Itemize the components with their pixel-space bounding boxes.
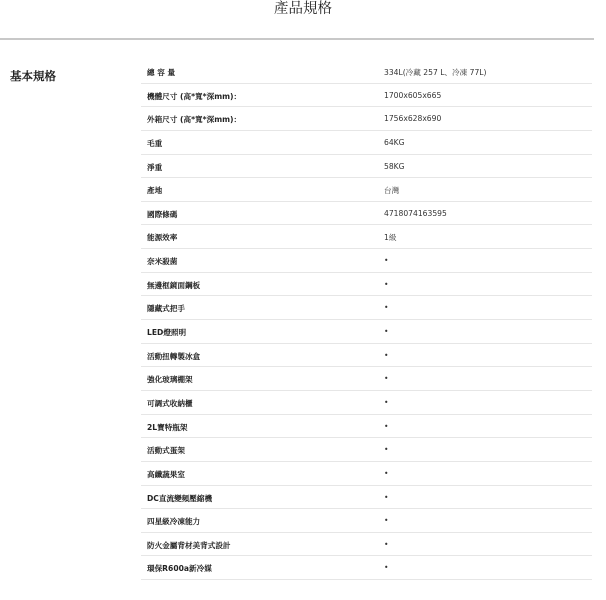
spec-row [141,107,592,131]
spec-value: 1級 [384,233,397,243]
spec-name: 總 容 量 [147,68,176,77]
spec-row [141,509,592,533]
spec-value: 1756x628x690 [384,114,442,124]
spec-row [141,533,592,557]
spec-name: 強化玻璃棚架 [147,375,193,385]
spec-row [141,438,592,462]
spec-name: 能源效率 [147,233,178,243]
spec-name: 可調式收納櫃 [147,398,193,408]
spec-name: 四星級冷凍能力 [147,517,201,527]
spec-row [141,462,592,486]
spec-row [141,178,592,202]
spec-row [141,225,592,249]
spec-row [141,556,592,580]
spec-row [141,296,592,320]
title-divider [0,38,594,40]
spec-name: DC直流變頻壓縮機 [147,493,213,503]
spec-row [141,60,592,84]
spec-value: 64KG [384,137,405,147]
spec-name: 淨重 [147,162,163,172]
spec-name: 隱藏式把手 [147,304,185,314]
spec-name: 活動扭轉製冰盒 [147,351,201,361]
spec-name: 機體尺寸 (高*寬*深mm)： [147,91,242,101]
spec-name: 高纖蔬果室 [147,469,185,479]
spec-name: LED燈照明 [147,328,187,338]
spec-row [141,415,592,439]
spec-row [141,84,592,108]
feature-bullet: • [384,303,389,313]
feature-bullet: • [384,492,389,502]
spec-name: 環保R600a新冷媒 [147,564,212,574]
spec-name: 2L寶特瓶架 [147,422,188,432]
feature-bullet: • [384,421,389,431]
spec-row [141,486,592,510]
feature-bullet: • [384,256,389,266]
spec-row [141,344,592,368]
spec-row [141,249,592,273]
spec-row [141,367,592,391]
feature-bullet: • [384,445,389,455]
spec-value: 58KG [384,161,405,171]
spec-name: 國際條碼 [147,209,178,219]
feature-bullet: • [384,539,389,549]
spec-name: 奈米殺菌 [147,257,178,267]
spec-name: 無邊框鏡面鋼板 [147,280,201,290]
spec-name: 產地 [147,186,163,196]
page-title: 產品規格 [274,1,332,17]
spec-list [141,60,592,580]
spec-row [141,320,592,344]
spec-value: 4718074163595 [384,208,447,218]
feature-bullet: • [384,516,389,526]
spec-row [141,273,592,297]
spec-name: 外箱尺寸 (高*寬*深mm)： [147,115,242,125]
spec-row [141,155,592,179]
spec-value: 1700x605x665 [384,90,442,100]
feature-bullet: • [384,397,389,407]
spec-row [141,202,592,226]
feature-bullet: • [384,468,389,478]
feature-bullet: • [384,374,389,384]
spec-value: 台灣 [384,186,400,196]
feature-bullet: • [384,279,389,289]
section-label-basic-specs: 基本規格 [10,69,56,83]
spec-name: 活動式蛋架 [147,446,185,456]
spec-row [141,391,592,415]
spec-name: 毛重 [147,138,163,148]
feature-bullet: • [384,327,389,337]
feature-bullet: • [384,563,389,573]
spec-value: 334L(冷藏 257 L、冷凍 77L) [384,68,487,77]
spec-name: 防火金屬背材美背式設計 [147,540,231,550]
spec-row [141,131,592,155]
feature-bullet: • [384,350,389,360]
